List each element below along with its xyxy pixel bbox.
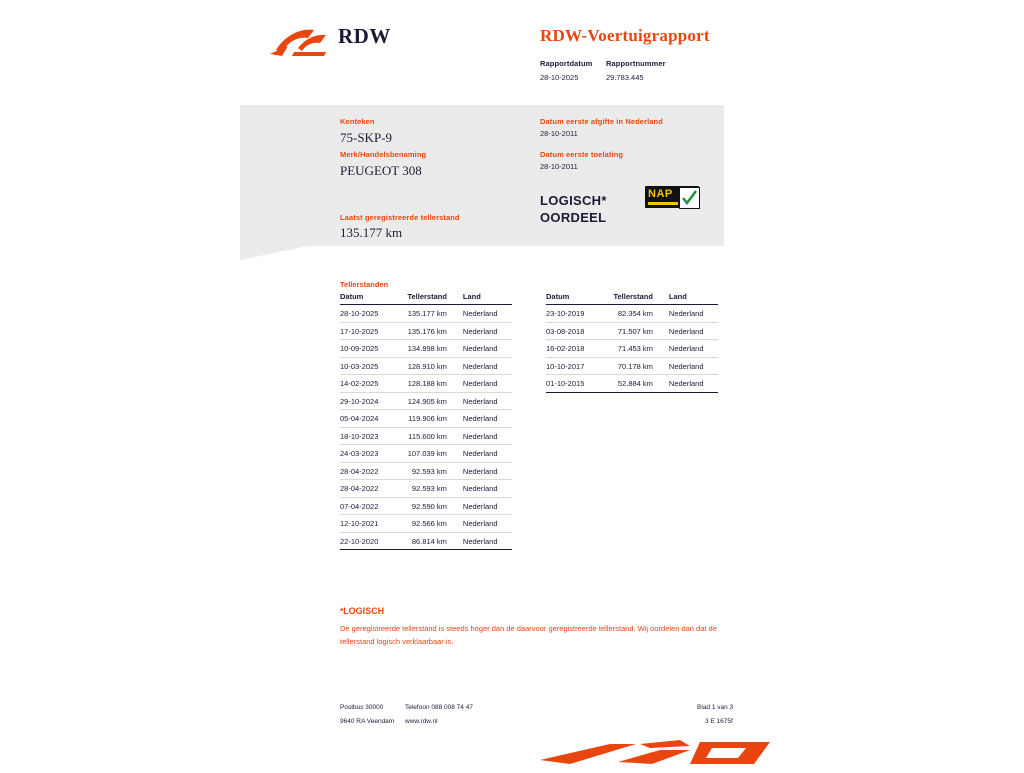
rdw-footer-stripes-icon: [540, 738, 790, 768]
footer-address-line-1: Postbus 30000: [340, 704, 384, 711]
cell-odometer: 135.176 km: [391, 322, 455, 340]
odometer-section-title: Tellerstanden: [340, 280, 389, 289]
cell-country: Nederland: [455, 427, 512, 445]
brand-name-value: PEUGEOT 308: [340, 163, 422, 178]
nap-logo-bar: [648, 202, 678, 205]
cell-odometer: 92.593 km: [391, 462, 455, 480]
cell-country: Nederland: [455, 480, 512, 498]
cell-country: Nederland: [455, 305, 512, 323]
cell-date: 10-03-2025: [340, 357, 391, 375]
panel-notch: [240, 246, 308, 260]
footnote-body: De geregistreerde tellerstand is steeds hoger dan de daarvoor geregistreerde tellerstand. Wij oordelen dan dat de tellerstand logisch verklaarbaar is.: [340, 624, 717, 646]
cell-date: 10-09-2025: [340, 340, 391, 358]
cell-odometer: 52.884 km: [597, 375, 661, 393]
table-row: [340, 427, 512, 445]
table-row: [546, 322, 718, 340]
cell-country: Nederland: [661, 322, 718, 340]
report-number-block: [606, 59, 666, 82]
cell-date: 01-10-2015: [546, 375, 597, 393]
table-row: [546, 305, 718, 323]
table-row: [340, 532, 512, 550]
table-row: [546, 375, 718, 393]
cell-date: 17-10-2025: [340, 322, 391, 340]
cell-odometer: 71.507 km: [597, 322, 661, 340]
first-issue-label: Datum eerste afgifte in Nederland: [540, 117, 663, 126]
verdict-line-2: OORDEEL: [540, 210, 607, 225]
table-row: [546, 357, 718, 375]
table-row: [340, 305, 512, 323]
table-row: [340, 445, 512, 463]
brand-name-label: Merk/Handelsbenaming: [340, 150, 427, 159]
table-row: [340, 375, 512, 393]
cell-date: 12-10-2021: [340, 515, 391, 533]
table-row: [340, 357, 512, 375]
table-row: [340, 515, 512, 533]
last-odometer-value: 135.177 km: [340, 225, 403, 240]
report-number-value: 29.783.445: [606, 73, 644, 82]
column-header-country: Land: [455, 292, 512, 305]
cell-country: Nederland: [455, 462, 512, 480]
rdw-arrow-logo-icon: [268, 26, 332, 60]
cell-odometer: 92.590 km: [391, 497, 455, 515]
odometer-left-body: [340, 305, 512, 550]
table-row: [340, 462, 512, 480]
cell-odometer: 128.188 km: [391, 375, 455, 393]
table-row: [340, 497, 512, 515]
column-header-odometer: Tellerstand: [597, 292, 661, 305]
nap-checkmark-icon: [679, 187, 700, 209]
cell-country: Nederland: [455, 375, 512, 393]
report-date-label: Rapportdatum: [540, 59, 593, 68]
cell-date: 16-02-2018: [546, 340, 597, 358]
cell-date: 28-04-2022: [340, 462, 391, 480]
licence-plate-value: 75-SKP-9: [340, 130, 393, 145]
nap-logo: [645, 186, 699, 208]
last-odometer-label: Laatst geregistreerde tellerstand: [340, 213, 460, 222]
report-date-value: 28-10-2025: [540, 73, 579, 82]
cell-country: Nederland: [455, 340, 512, 358]
cell-country: Nederland: [661, 305, 718, 323]
cell-date: 23-10-2019: [546, 305, 597, 323]
cell-odometer: 135.177 km: [391, 305, 455, 323]
cell-odometer: 86.814 km: [391, 532, 455, 550]
cell-country: Nederland: [455, 357, 512, 375]
footnote-title: [340, 606, 384, 616]
cell-odometer: 128.910 km: [391, 357, 455, 375]
footnote-title-text: LOGISCH: [343, 606, 385, 616]
cell-date: 07-04-2022: [340, 497, 391, 515]
cell-odometer: 107.039 km: [391, 445, 455, 463]
cell-odometer: 92.593 km: [391, 480, 455, 498]
verdict-line-1: LOGISCH*: [540, 193, 607, 208]
cell-odometer: 134.998 km: [391, 340, 455, 358]
cell-date: 28-10-2025: [340, 305, 391, 323]
cell-country: Nederland: [455, 322, 512, 340]
cell-date: 14-02-2025: [340, 375, 391, 393]
cell-date: 10-10-2017: [546, 357, 597, 375]
report-date-block: [540, 59, 592, 82]
cell-country: Nederland: [661, 357, 718, 375]
vehicle-summary-panel: [240, 105, 724, 246]
footer-form-code: 3 E 1675f: [705, 718, 733, 725]
cell-country: Nederland: [661, 375, 718, 393]
report-number-label: Rapportnummer: [606, 59, 666, 68]
cell-odometer: 70.178 km: [597, 357, 661, 375]
cell-odometer: 124.905 km: [391, 392, 455, 410]
cell-date: 03-08-2018: [546, 322, 597, 340]
document-title: RDW-Voertuigrapport: [540, 26, 710, 45]
licence-plate-label: Kenteken: [340, 117, 375, 126]
cell-date: 18-10-2023: [340, 427, 391, 445]
nap-logo-text: NAP: [648, 188, 673, 200]
first-admission-label: Datum eerste toelating: [540, 150, 624, 159]
cell-country: Nederland: [455, 532, 512, 550]
footnote-star: *: [340, 607, 344, 616]
table-row: [340, 480, 512, 498]
table-header-row: [340, 292, 512, 305]
column-header-date: Datum: [546, 292, 597, 305]
brand-title: RDW: [338, 24, 391, 48]
first-issue-value: 28-10-2011: [540, 129, 578, 138]
odometer-right-body: [546, 305, 718, 393]
cell-date: 05-04-2024: [340, 410, 391, 428]
cell-date: 22-10-2020: [340, 532, 391, 550]
cell-odometer: 119.906 km: [391, 410, 455, 428]
table-header-row: [546, 292, 718, 305]
column-header-date: Datum: [340, 292, 391, 305]
verdict-text: [540, 192, 607, 226]
cell-date: 28-04-2022: [340, 480, 391, 498]
cell-date: 24-03-2023: [340, 445, 391, 463]
table-row: [340, 392, 512, 410]
table-row: [340, 340, 512, 358]
cell-date: 29-10-2024: [340, 392, 391, 410]
cell-odometer: 115.600 km: [391, 427, 455, 445]
cell-country: Nederland: [455, 445, 512, 463]
cell-odometer: 82.354 km: [597, 305, 661, 323]
cell-odometer: 92.566 km: [391, 515, 455, 533]
table-row: [546, 340, 718, 358]
cell-country: Nederland: [455, 392, 512, 410]
column-header-odometer: Tellerstand: [391, 292, 455, 305]
footer-website[interactable]: www.rdw.nl: [405, 718, 438, 725]
cell-country: Nederland: [455, 410, 512, 428]
column-header-country: Land: [661, 292, 718, 305]
cell-odometer: 71.453 km: [597, 340, 661, 358]
cell-country: Nederland: [661, 340, 718, 358]
cell-country: Nederland: [455, 497, 512, 515]
odometer-table-left: [340, 292, 512, 550]
table-row: [340, 410, 512, 428]
footer-page-number: Blad 1 van 3: [697, 704, 734, 711]
first-admission-value: 28-10-2011: [540, 162, 578, 171]
footer-address-line-2: 9640 RA Veendam: [340, 718, 395, 725]
cell-country: Nederland: [455, 515, 512, 533]
footer-phone: Telefoon 088 008 74 47: [405, 704, 473, 711]
table-row: [340, 322, 512, 340]
odometer-table-right: [546, 292, 718, 393]
